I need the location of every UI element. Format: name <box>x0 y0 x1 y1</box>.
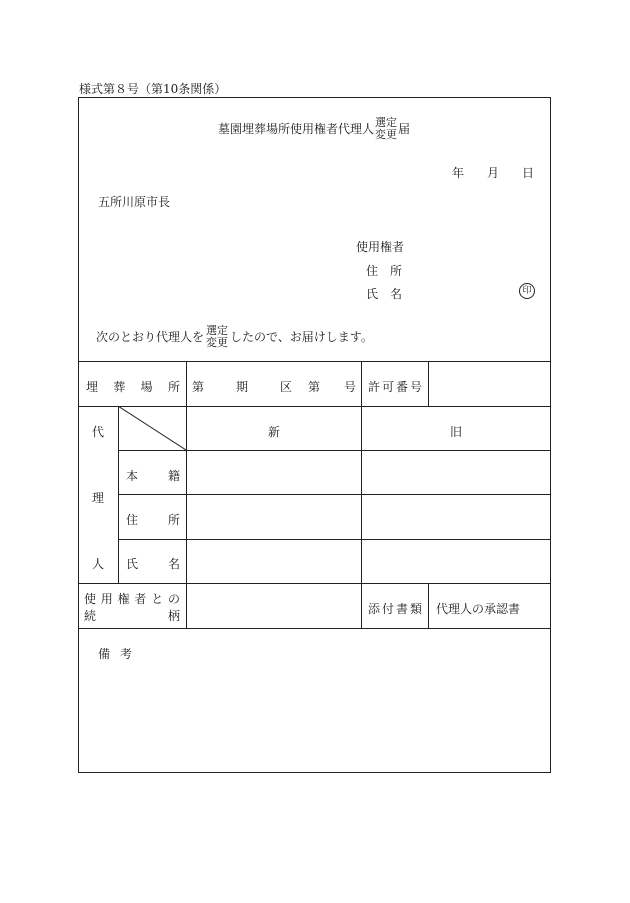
applicant-name-label: 氏 名 <box>366 287 403 301</box>
address-new-field[interactable] <box>187 495 360 538</box>
remarks-field[interactable] <box>79 665 550 772</box>
table-line <box>361 361 362 406</box>
honseki-label: 本 籍 <box>126 469 180 483</box>
title-choice-top: 選定 <box>375 116 398 129</box>
statement-before: 次のとおり代理人を <box>96 330 205 344</box>
statement-after: したので、お届けします。 <box>230 330 373 344</box>
agent-label-3: 人 <box>92 557 105 571</box>
name-old-field[interactable] <box>362 540 550 582</box>
permit-number-label: 許 可 番 号 <box>368 380 422 394</box>
column-new-header: 新 <box>268 425 281 439</box>
agent-label-1: 代 <box>92 425 105 439</box>
name-label: 氏 名 <box>126 557 180 571</box>
relation-label-line2: 続 柄 <box>84 609 180 623</box>
statement-choice <box>206 325 228 349</box>
table-line <box>118 450 186 451</box>
title-choice-bottom: 変更 <box>375 128 398 141</box>
addressee: 五所川原市長 <box>98 195 171 209</box>
form-title <box>218 117 410 141</box>
date-day: 日 <box>522 166 535 180</box>
title-suffix: 届 <box>398 122 411 136</box>
diagonal-line <box>118 406 186 450</box>
form-number: 様式第８号（第10条関係） <box>79 82 227 96</box>
date-year: 年 <box>452 166 465 180</box>
agent-label-2: 理 <box>92 491 105 505</box>
relation-field[interactable] <box>187 584 360 627</box>
remarks-label: 備 考 <box>98 647 132 661</box>
name-new-field[interactable] <box>187 540 360 582</box>
honseki-new-field[interactable] <box>187 451 360 493</box>
honseki-old-field[interactable] <box>362 451 550 493</box>
attached-docs-value: 代理人の承認書 <box>436 602 521 616</box>
table-line <box>428 583 429 628</box>
statement <box>96 325 373 349</box>
column-old-header: 旧 <box>450 425 463 439</box>
address-label: 住 所 <box>126 513 180 527</box>
seal-mark: 印 <box>519 283 535 299</box>
burial-place-label: 埋 葬 場 所 <box>86 380 180 394</box>
attached-docs-label: 添 付 書 類 <box>368 602 422 616</box>
statement-choice-top: 選定 <box>206 324 229 337</box>
address-old-field[interactable] <box>362 495 550 538</box>
date-month: 月 <box>487 166 500 180</box>
permit-number-field[interactable] <box>429 362 550 405</box>
table-line <box>78 628 551 629</box>
applicant-heading: 使用権者 <box>356 240 405 254</box>
statement-choice-bottom: 変更 <box>206 336 229 349</box>
title-choice <box>375 117 397 141</box>
title-main: 墓園埋葬場所使用権者代理人 <box>218 122 375 136</box>
relation-label-line1: 使 用 権 者 と の <box>84 592 180 606</box>
applicant-address-label: 住 所 <box>366 264 403 278</box>
